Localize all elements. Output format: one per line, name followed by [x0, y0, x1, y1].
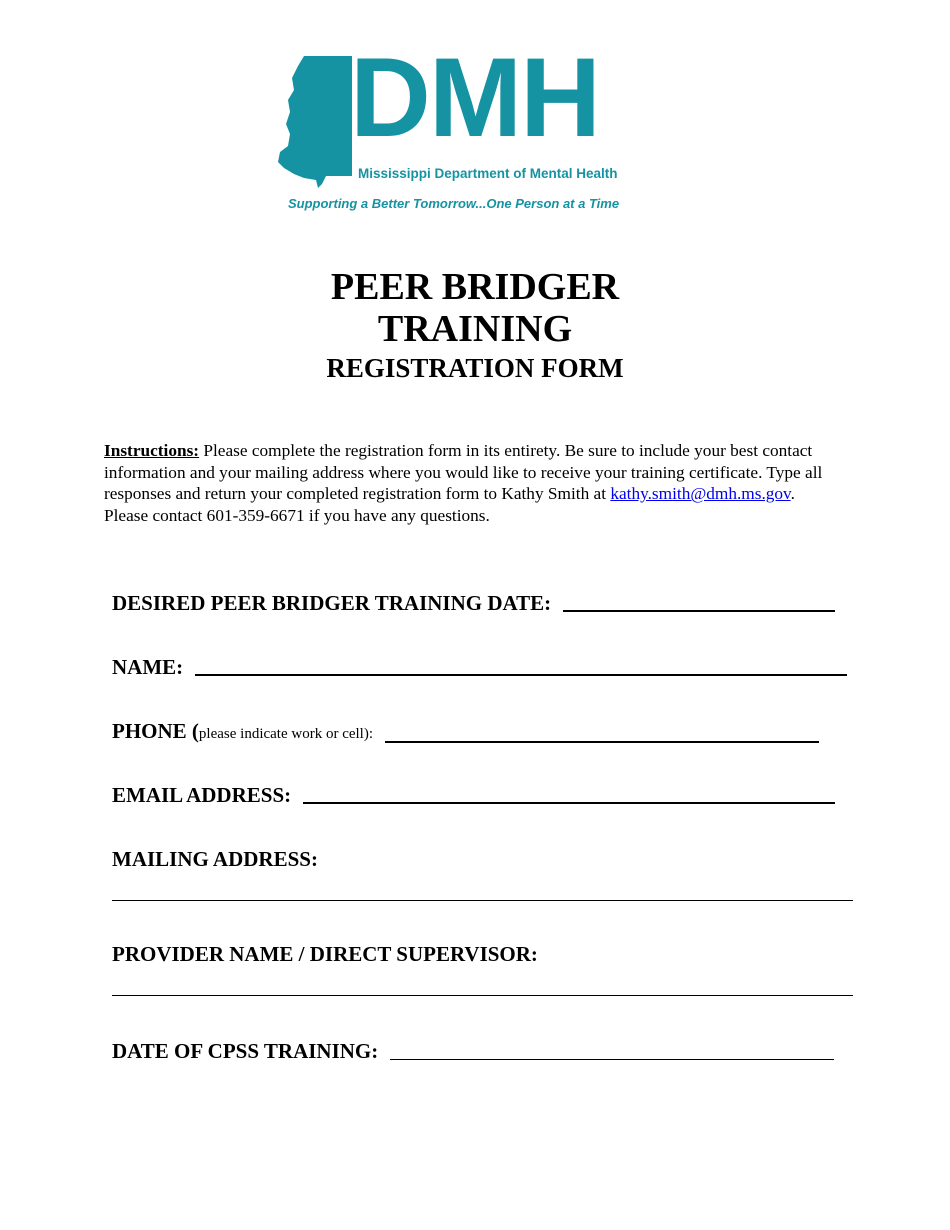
- mississippi-state-icon: [276, 52, 356, 192]
- email-field: [112, 782, 835, 808]
- instructions-text: Please complete the registration form in its entirety. Be sure to include your best contact information and your mailing address where you would like to receive your training certificate. Type all responses and return your completed registration form to Kathy Smith at: [104, 441, 823, 504]
- phone-label-text: PHONE (: [112, 719, 199, 743]
- dmh-logo: [276, 35, 676, 222]
- phone-field: [112, 718, 819, 747]
- cpss-date-field: [112, 1038, 834, 1064]
- name-input-line[interactable]: [195, 674, 847, 676]
- name-label: NAME:: [112, 655, 184, 679]
- phone-input-line[interactable]: [385, 741, 819, 743]
- instructions-paragraph: [104, 440, 824, 527]
- cpss-date-label: DATE OF CPSS TRAINING:: [112, 1039, 379, 1063]
- mailing-address-label: MAILING ADDRESS:: [112, 847, 318, 871]
- page-title-line-1: PEER BRIDGER: [330, 266, 620, 308]
- cpss-date-input-line[interactable]: [390, 1059, 834, 1060]
- provider-label: PROVIDER NAME / DIRECT SUPERVISOR:: [112, 942, 538, 966]
- logo-tagline: Supporting a Better Tomorrow...One Person at a Time: [288, 196, 620, 211]
- page-subtitle: REGISTRATION FORM: [326, 353, 624, 383]
- training-date-input-line[interactable]: [563, 610, 835, 612]
- phone-note: please indicate work or cell):: [198, 726, 374, 742]
- training-date-label: DESIRED PEER BRIDGER TRAINING DATE:: [112, 591, 552, 615]
- name-field: [112, 654, 847, 680]
- instructions-contact-text: . Please contact 601-359-6671 if you have any questions.: [104, 484, 795, 526]
- email-label: EMAIL ADDRESS:: [112, 783, 292, 807]
- phone-label: [112, 718, 373, 747]
- department-name: Mississippi Department of Mental Health: [358, 166, 618, 181]
- training-date-field: [112, 590, 835, 616]
- email-input-line[interactable]: [303, 802, 835, 804]
- provider-input-line[interactable]: [112, 995, 853, 996]
- provider-field: [112, 941, 538, 967]
- instructions-label: Instructions:: [104, 441, 200, 460]
- logo-letters: DMH: [350, 35, 600, 160]
- contact-email-link[interactable]: kathy.smith@dmh.ms.gov: [610, 484, 791, 504]
- mailing-address-input-line[interactable]: [112, 900, 853, 901]
- page-title-line-2: TRAINING: [377, 308, 573, 350]
- mailing-address-field: [112, 846, 318, 872]
